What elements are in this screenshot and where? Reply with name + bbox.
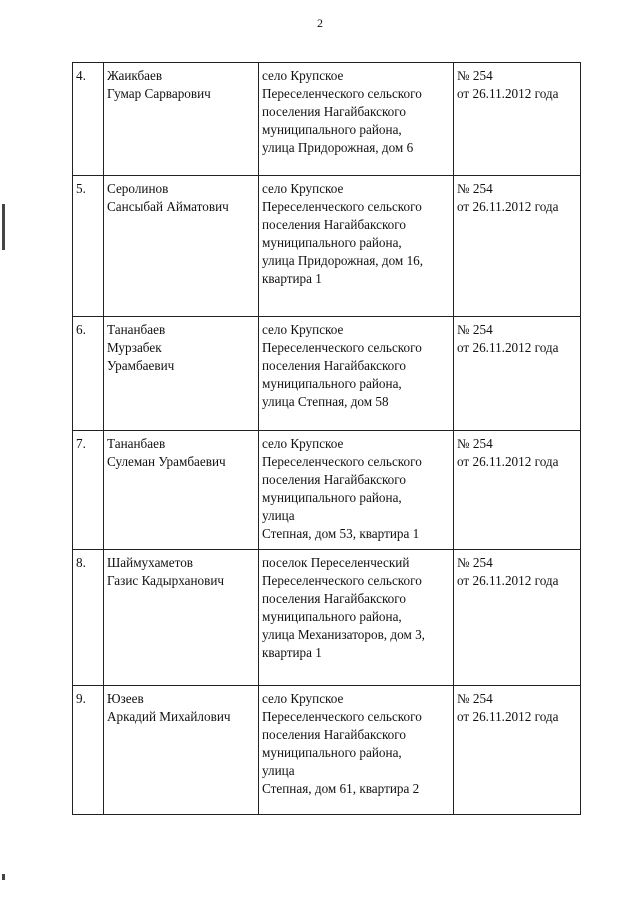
name-line: Юзеев: [107, 691, 144, 706]
doc-line: от 26.11.2012 года: [457, 573, 559, 588]
address-line: улица: [262, 508, 295, 523]
residents-table: [72, 62, 581, 815]
address-line: улица Механизаторов, дом 3,: [262, 627, 425, 642]
address-line: муниципального района,: [262, 745, 402, 760]
row-number-cell: [73, 431, 104, 550]
name-line: Гумар Сарварович: [107, 86, 211, 101]
row-number-cell: [73, 63, 104, 176]
row-number-cell: [73, 176, 104, 317]
name-line: Шаймухаметов: [107, 555, 194, 570]
name-line: Серолинов: [107, 181, 169, 196]
doc-line: № 254: [457, 68, 493, 83]
address-line: село Крупское: [262, 322, 344, 337]
name-line: Тананбаев: [107, 322, 166, 337]
doc-line: № 254: [457, 322, 493, 337]
row-number-cell: [73, 317, 104, 431]
address-line: Степная, дом 61, квартира 2: [262, 781, 420, 796]
row-number: 7.: [76, 436, 86, 451]
address-line: поселения Нагайбакского: [262, 591, 406, 606]
address-line: село Крупское: [262, 68, 344, 83]
doc-line: № 254: [457, 436, 493, 451]
full-name-cell: [104, 550, 259, 686]
address-line: Переселенческого сельского: [262, 199, 422, 214]
address-cell: [259, 431, 454, 550]
full-name-cell: [104, 686, 259, 815]
table-row: [73, 550, 581, 686]
address-line: село Крупское: [262, 436, 344, 451]
name-line: Сулеман Урамбаевич: [107, 454, 226, 469]
name-line: Мурзабек: [107, 340, 162, 355]
address-line: муниципального района,: [262, 490, 402, 505]
name-line: Сансыбай Айматович: [107, 199, 229, 214]
table-row: [73, 686, 581, 815]
address-line: село Крупское: [262, 691, 344, 706]
address-line: улица: [262, 763, 295, 778]
row-number-cell: [73, 686, 104, 815]
name-line: Урамбаевич: [107, 358, 175, 373]
row-number: 8.: [76, 555, 86, 570]
row-number-cell: [73, 550, 104, 686]
doc-line: № 254: [457, 691, 493, 706]
doc-line: от 26.11.2012 года: [457, 199, 559, 214]
address-cell: [259, 686, 454, 815]
address-line: Степная, дом 53, квартира 1: [262, 526, 420, 541]
doc-line: от 26.11.2012 года: [457, 86, 559, 101]
row-number: 6.: [76, 322, 86, 337]
doc-line: от 26.11.2012 года: [457, 454, 559, 469]
address-cell: [259, 317, 454, 431]
address-line: муниципального района,: [262, 376, 402, 391]
name-line: Аркадий Михайлович: [107, 709, 231, 724]
document-reference-cell: [454, 550, 581, 686]
address-line: село Крупское: [262, 181, 344, 196]
table-row: [73, 63, 581, 176]
address-line: муниципального района,: [262, 609, 402, 624]
full-name-cell: [104, 431, 259, 550]
address-line: Переселенческого сельского: [262, 340, 422, 355]
row-number: 5.: [76, 181, 86, 196]
address-line: поселок Переселенческий: [262, 555, 410, 570]
address-line: муниципального района,: [262, 235, 402, 250]
table-row: [73, 176, 581, 317]
address-line: улица Придорожная, дом 16,: [262, 253, 424, 268]
scan-margin-mark: [2, 204, 5, 250]
address-cell: [259, 176, 454, 317]
document-reference-cell: [454, 317, 581, 431]
address-line: Переселенческого сельского: [262, 86, 422, 101]
doc-line: № 254: [457, 181, 493, 196]
address-line: улица Степная, дом 58: [262, 394, 389, 409]
address-line: квартира 1: [262, 271, 322, 286]
name-line: Газис Кадырханович: [107, 573, 225, 588]
address-line: квартира 1: [262, 645, 322, 660]
name-line: Жаикбаев: [107, 68, 163, 83]
document-reference-cell: [454, 431, 581, 550]
doc-line: № 254: [457, 555, 493, 570]
document-reference-cell: [454, 63, 581, 176]
address-line: поселения Нагайбакского: [262, 104, 406, 119]
scan-margin-mark: [2, 874, 5, 880]
document-reference-cell: [454, 686, 581, 815]
address-line: поселения Нагайбакского: [262, 358, 406, 373]
address-line: Переселенческого сельского: [262, 709, 422, 724]
address-line: поселения Нагайбакского: [262, 217, 406, 232]
table-row: [73, 431, 581, 550]
doc-line: от 26.11.2012 года: [457, 340, 559, 355]
address-line: муниципального района,: [262, 122, 402, 137]
address-cell: [259, 63, 454, 176]
address-line: улица Придорожная, дом 6: [262, 140, 414, 155]
address-line: Переселенческого сельского: [262, 454, 422, 469]
doc-line: от 26.11.2012 года: [457, 709, 559, 724]
name-line: Тананбаев: [107, 436, 166, 451]
row-number: 4.: [76, 68, 86, 83]
table-row: [73, 317, 581, 431]
address-cell: [259, 550, 454, 686]
full-name-cell: [104, 63, 259, 176]
full-name-cell: [104, 317, 259, 431]
address-line: поселения Нагайбакского: [262, 472, 406, 487]
address-line: Переселенческого сельского: [262, 573, 422, 588]
page-number: 2: [317, 16, 323, 30]
full-name-cell: [104, 176, 259, 317]
document-reference-cell: [454, 176, 581, 317]
row-number: 9.: [76, 691, 86, 706]
address-line: поселения Нагайбакского: [262, 727, 406, 742]
